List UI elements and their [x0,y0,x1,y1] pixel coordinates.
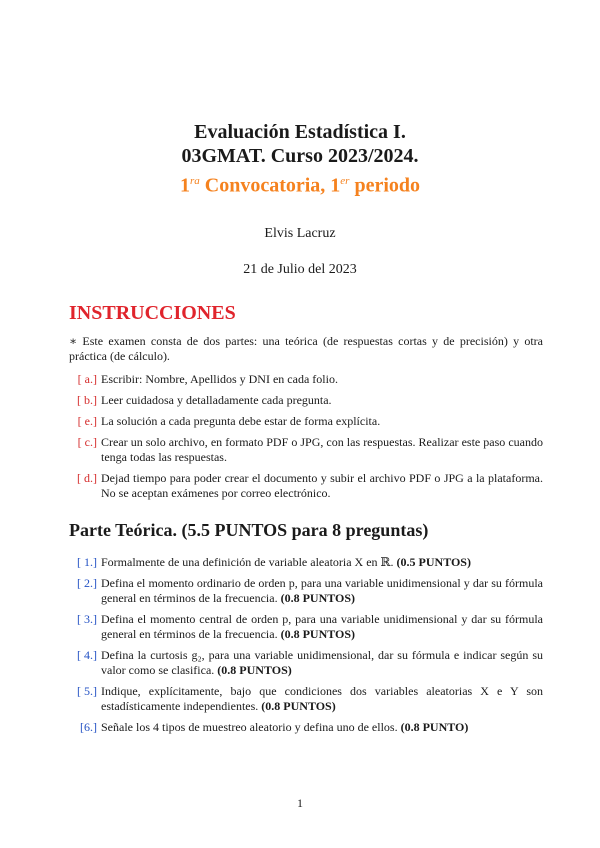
question-text: Indique, explícitamente, bajo que condiciones dos variables aleatorias X e Y son estadísticamente independientes. [101,684,543,713]
question-points: (0.8 PUNTOS) [280,591,356,605]
question-item [69,576,543,606]
theory-heading: Parte Teórica. (5.5 PUNTOS para 8 preguntas) [69,520,429,540]
item-label: [ e.] [77,414,97,428]
item-label: [ d.] [77,471,97,485]
title-line-2: 03GMAT. Curso 2023/2024. [181,145,419,167]
question-label: [ 3.] [77,612,97,626]
exam-date: 21 de Julio del 2023 [243,262,357,277]
title-block [0,120,600,199]
questions-list [69,555,543,741]
item-label: [ b.] [77,393,97,407]
author: Elvis Lacruz [264,226,336,241]
item-text: Crear un solo archivo, en formato PDF o JPG, con las respuestas. Realizar este paso cuando tenga todas las respuestas. [101,435,543,464]
instruction-item [69,393,543,408]
question-label: [6.] [80,720,97,734]
question-item [69,612,543,642]
item-label: [ a.] [77,372,97,386]
item-label: [ c.] [77,435,97,449]
question-label: [ 5.] [77,684,97,698]
question-text: Defina el momento central de orden p, para una variable unidimensional y dar su fórmula general en términos de la frecuencia. [101,612,543,641]
item-text: Leer cuidadosa y detalladamente cada pregunta. [101,393,332,407]
question-points: (0.8 PUNTOS) [217,663,292,677]
item-text: Dejad tiempo para poder crear el documento y subir el archivo PDF o JPG a la plataforma. No se aceptan exámenes por correo electrónico. [101,471,543,500]
question-points: (0.8 PUNTO) [400,720,469,734]
instruction-item [69,414,543,429]
instructions-intro: ∗ Este examen consta de dos partes: una teórica (de respuestas cortas y de precisión) y otra práctica (de cálculo). [69,334,543,363]
ordinal-1: 1 [179,174,190,197]
ordinal-2-suffix: er [340,175,350,187]
question-points: (0.5 PUNTOS) [396,555,471,569]
instruction-item [69,435,543,465]
instructions-list [69,372,543,507]
title-line-1: Evaluación Estadística I. [194,121,406,143]
page-number: 1 [297,796,303,810]
question-item [69,555,543,570]
question-text: Formalmente de una definición de variable aleatoria X en ℝ. [101,555,394,569]
question-label: [ 1.] [77,555,97,569]
question-points: (0.8 PUNTOS) [261,699,336,713]
item-text: Escribir: Nombre, Apellidos y DNI en cada folio. [101,372,338,386]
periodo-word: periodo [354,174,421,197]
question-item [69,684,543,714]
convocatoria-line [0,168,600,199]
question-text: Señale los 4 tipos de muestreo aleatorio y defina uno de ellos. [101,720,398,734]
question-text: Defina la curtosis g₂, para una variable unidimensional, dar su fórmula e indicar según su valor como se clasifica. [101,648,543,677]
question-item [69,648,543,678]
question-points: (0.8 PUNTOS) [280,627,356,641]
convocatoria-word: Convocatoria, [204,174,326,197]
instruction-item [69,372,543,387]
ordinal-1-suffix: ra [189,175,200,187]
ordinal-2: 1 [330,174,341,197]
instructions-heading: INSTRUCCIONES [69,302,236,324]
question-item [69,720,543,735]
item-text: La solución a cada pregunta debe estar de forma explícita. [101,414,381,428]
question-label: [ 2.] [77,576,97,590]
question-label: [ 4.] [77,648,97,662]
instruction-item [69,471,543,501]
question-text: Defina el momento ordinario de orden p, para una variable unidimensional y dar su fórmula general en términos de la frecuencia. [101,576,543,605]
